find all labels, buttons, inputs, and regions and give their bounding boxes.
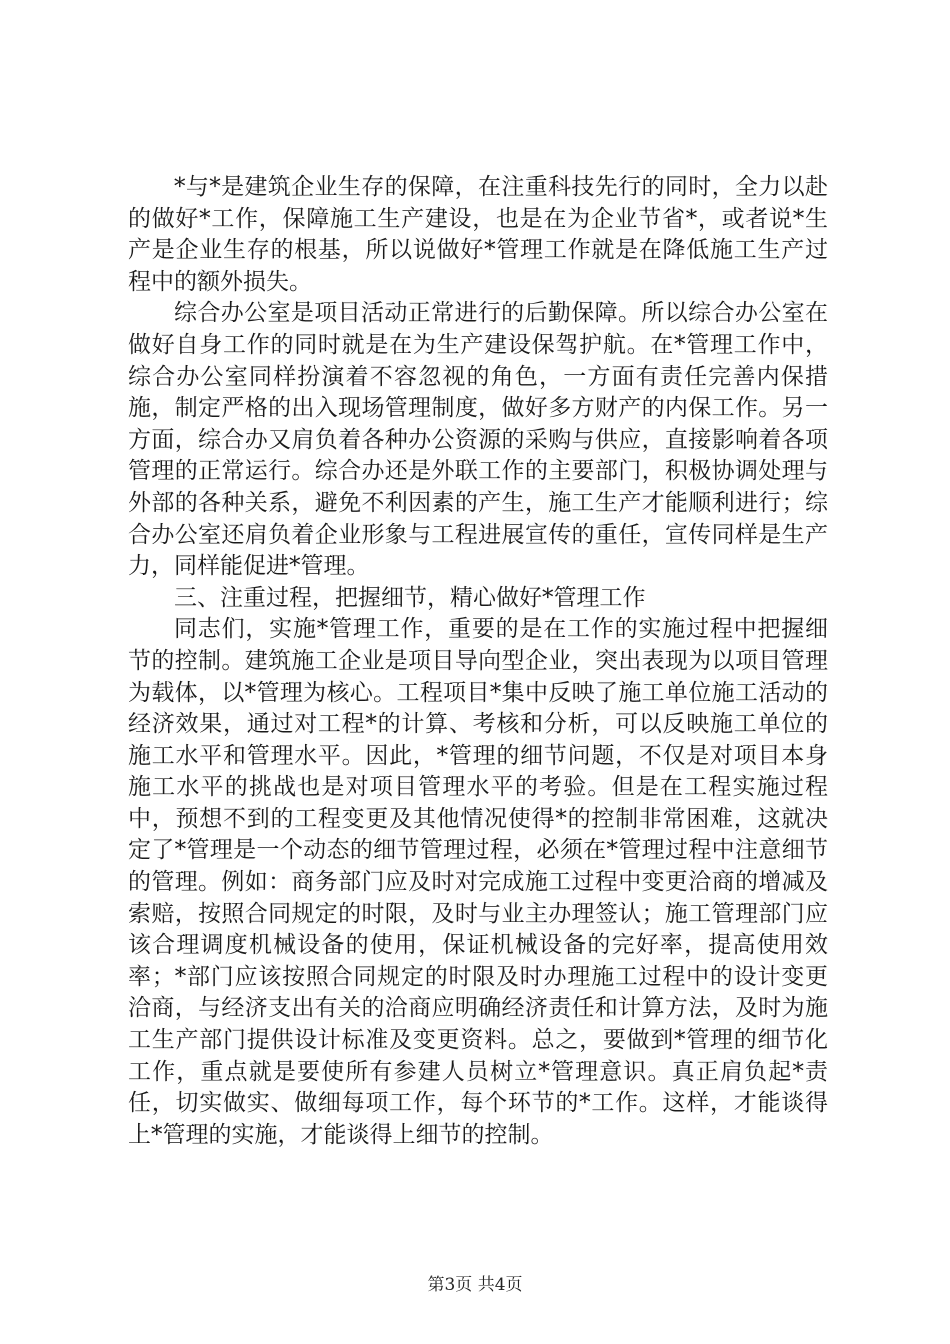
- section-heading: 三、注重过程，把握细节，精心做好*管理工作: [174, 584, 646, 611]
- paragraph: *与*是建筑企业生存的保障，在注重科技先行的同时，全力以赴的做好*工作，保障施工生产建设，也是在为企业节省*，或者说*生产是企业生存的根基，所以说做好*管理工作就是在降低施工生产过程中的额外损失。: [128, 174, 828, 295]
- paragraph: 同志们，实施*管理工作，重要的是在工作的实施过程中把握细节的控制。建筑施工企业是项目导向型企业，突出表现为以项目管理为载体，以*管理为核心。工程项目*集中反映了施工单位施工活动的经济效果，通过对工程*的计算、考核和分析，可以反映施工单位的施工水平和管理水平。因此，*管理的细节问题，不仅是对项目本身施工水平的挑战也是对项目管理水平的考验。但是在工程实施过程中，预想不到的工程变更及其他情况使得*的控制非常困难，这就决定了*管理是一个动态的细节管理过程，必须在*管理过程中注意细节的管理。例如：商务部门应及时对完成施工过程中变更洽商的增减及索赔，按照合同规定的时限，及时与业主办理签认；施工管理部门应该合理调度机械设备的使用，保证机械设备的完好率，提高使用效率；*部门应该按照合同规定的时限及时办理施工过程中的设计变更洽商，与经济支出有关的洽商应明确经济责任和计算方法，及时为施工生产部门提供设计标准及变更资料。总之，要做到*管理的细节化工作，重点就是要使所有参建人员树立*管理意识。真正肩负起*责任，切实做实、做细每项工作，每个环节的*工作。这样，才能谈得上*管理的实施，才能谈得上细节的控制。: [128, 616, 828, 1148]
- paragraph: 综合办公室是项目活动正常进行的后勤保障。所以综合办公室在做好自身工作的同时就是在为生产建设保驾护航。在*管理工作中，综合办公室同样扮演着不容忽视的角色，一方面有责任完善内保措施，制定严格的出入现场管理制度，做好多方财产的内保工作。另一方面，综合办又肩负着各种办公资源的采购与供应，直接影响着各项管理的正常运行。综合办还是外联工作的主要部门，积极协调处理与外部的各种关系，避免不利因素的产生，施工生产才能顺利进行；综合办公室还肩负着企业形象与工程进展宣传的重任，宣传同样是生产力，同样能促进*管理。: [128, 300, 828, 580]
- page-footer: [0, 1270, 950, 1295]
- document-body: [128, 172, 828, 1151]
- page-number-label: 第3页 共4页: [427, 1275, 523, 1295]
